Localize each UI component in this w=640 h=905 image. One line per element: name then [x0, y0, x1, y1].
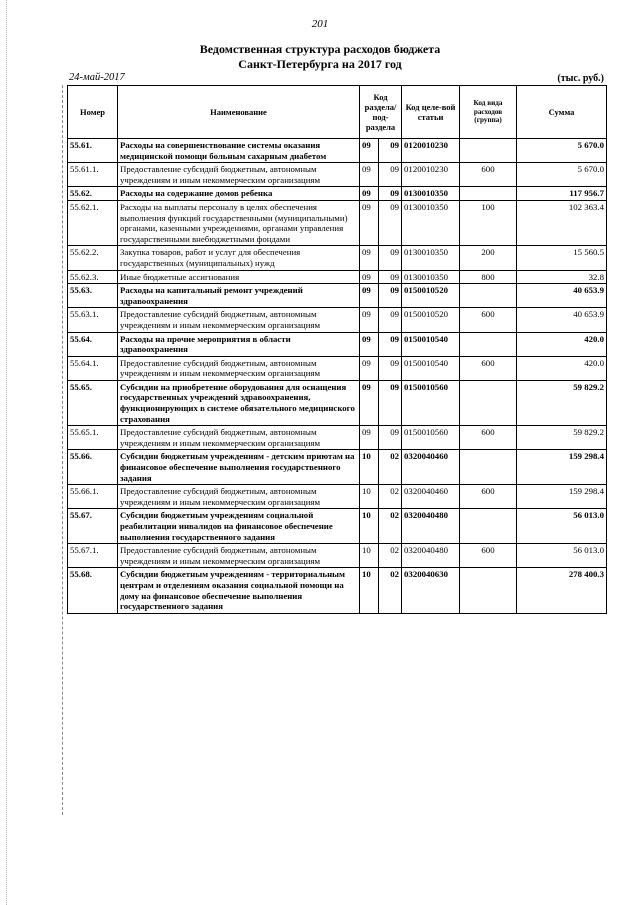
row-name-cell: Расходы на выплаты персоналу в целях обеспечения выполнения функций государственными (муниципальными) органами, казенными учреждениями, органами управления государственными внебюджетными фондами — [118, 200, 360, 245]
budget-table — [67, 85, 607, 614]
row-number-cell: 55.68. — [68, 568, 118, 613]
row-amount-cell: 5 670.0 — [517, 163, 607, 187]
row-subsection-code-cell: 02 — [379, 544, 402, 568]
row-section-code-cell: 09 — [360, 332, 379, 356]
row-target-code-cell: 0130010350 — [402, 187, 460, 201]
table-row — [68, 332, 607, 356]
row-expense-type-cell: 200 — [460, 246, 517, 270]
row-number-cell: 55.64.1. — [68, 356, 118, 380]
row-section-code-cell: 09 — [360, 308, 379, 332]
row-expense-type-cell — [460, 509, 517, 544]
table-row — [68, 308, 607, 332]
column-header-section-code: Код раздела/ под-раздела — [360, 86, 402, 139]
row-target-code-cell: 0150010540 — [402, 356, 460, 380]
page-title — [0, 42, 640, 72]
row-target-code-cell: 0150010540 — [402, 332, 460, 356]
row-amount-cell: 56 013.0 — [517, 544, 607, 568]
row-expense-type-cell: 600 — [460, 544, 517, 568]
row-name-cell: Предоставление субсидий бюджетным, автономным учреждениям и иным некоммерческим организациям — [118, 163, 360, 187]
row-expense-type-cell — [460, 332, 517, 356]
row-expense-type-cell — [460, 568, 517, 613]
row-number-cell: 55.63.1. — [68, 308, 118, 332]
row-expense-type-cell — [460, 187, 517, 201]
row-section-code-cell: 10 — [360, 485, 379, 509]
row-target-code-cell: 0130010350 — [402, 270, 460, 284]
row-number-cell: 55.63. — [68, 284, 118, 308]
row-expense-type-cell — [460, 284, 517, 308]
row-expense-type-cell — [460, 139, 517, 163]
row-subsection-code-cell: 09 — [379, 246, 402, 270]
row-section-code-cell: 10 — [360, 450, 379, 485]
row-amount-cell: 59 829.2 — [517, 426, 607, 450]
row-subsection-code-cell: 09 — [379, 187, 402, 201]
row-subsection-code-cell: 09 — [379, 270, 402, 284]
row-expense-type-cell: 800 — [460, 270, 517, 284]
row-subsection-code-cell: 02 — [379, 509, 402, 544]
row-section-code-cell: 09 — [360, 426, 379, 450]
row-subsection-code-cell: 09 — [379, 332, 402, 356]
row-section-code-cell: 09 — [360, 187, 379, 201]
row-section-code-cell: 09 — [360, 356, 379, 380]
title-line-2: Санкт-Петербурга на 2017 год — [238, 57, 402, 71]
row-subsection-code-cell: 09 — [379, 139, 402, 163]
row-name-cell: Закупка товаров, работ и услуг для обеспечения государственных (муниципальных) нужд — [118, 246, 360, 270]
row-section-code-cell: 09 — [360, 246, 379, 270]
row-section-code-cell: 10 — [360, 509, 379, 544]
row-number-cell: 55.61.1. — [68, 163, 118, 187]
row-amount-cell: 32.8 — [517, 270, 607, 284]
row-expense-type-cell: 100 — [460, 200, 517, 245]
column-header-target-code: Код целе-вой статьи — [402, 86, 460, 139]
row-subsection-code-cell: 09 — [379, 200, 402, 245]
row-target-code-cell: 0150010520 — [402, 308, 460, 332]
row-number-cell: 55.62.1. — [68, 200, 118, 245]
units-label: (тыс. руб.) — [557, 73, 604, 84]
row-target-code-cell: 0150010560 — [402, 426, 460, 450]
table-row — [68, 450, 607, 485]
row-subsection-code-cell: 09 — [379, 356, 402, 380]
table-row — [68, 568, 607, 613]
row-number-cell: 55.62.3. — [68, 270, 118, 284]
row-subsection-code-cell: 09 — [379, 308, 402, 332]
scan-margin-dots — [6, 0, 7, 905]
row-amount-cell: 15 560.5 — [517, 246, 607, 270]
row-subsection-code-cell: 02 — [379, 485, 402, 509]
row-subsection-code-cell: 09 — [379, 284, 402, 308]
row-amount-cell: 117 956.7 — [517, 187, 607, 201]
row-subsection-code-cell: 09 — [379, 380, 402, 425]
table-row — [68, 187, 607, 201]
row-number-cell: 55.62.2. — [68, 246, 118, 270]
row-number-cell: 55.62. — [68, 187, 118, 201]
row-expense-type-cell: 600 — [460, 308, 517, 332]
row-target-code-cell: 0320040480 — [402, 509, 460, 544]
row-section-code-cell: 09 — [360, 139, 379, 163]
row-name-cell: Предоставление субсидий бюджетным, автономным учреждениям и иным некоммерческим организациям — [118, 544, 360, 568]
row-amount-cell: 56 013.0 — [517, 509, 607, 544]
column-header-name: Наименование — [118, 86, 360, 139]
row-section-code-cell: 09 — [360, 270, 379, 284]
row-section-code-cell: 10 — [360, 568, 379, 613]
column-header-expense-type-code: Код вида расходов (группа) — [460, 86, 517, 139]
row-section-code-cell: 09 — [360, 200, 379, 245]
row-amount-cell: 5 670.0 — [517, 139, 607, 163]
row-amount-cell: 420.0 — [517, 356, 607, 380]
row-amount-cell: 40 653.9 — [517, 308, 607, 332]
table-row — [68, 139, 607, 163]
column-header-number: Номер — [68, 86, 118, 139]
row-number-cell: 55.65. — [68, 380, 118, 425]
row-number-cell: 55.66. — [68, 450, 118, 485]
document-date: 24-май-2017 — [69, 72, 125, 83]
row-name-cell: Расходы на капитальный ремонт учреждений здравоохранения — [118, 284, 360, 308]
title-line-1: Ведомственная структура расходов бюджета — [199, 42, 441, 56]
row-name-cell: Предоставление субсидий бюджетным, автономным учреждениям и иным некоммерческим организациям — [118, 356, 360, 380]
row-subsection-code-cell: 09 — [379, 426, 402, 450]
row-name-cell: Субсидии бюджетным учреждениям - территориальным центрам и отделениям оказания социальной помощи на дому на финансовое обеспечение выполнения государственного задания — [118, 568, 360, 613]
row-number-cell: 55.67. — [68, 509, 118, 544]
table-row — [68, 485, 607, 509]
row-amount-cell: 59 829.2 — [517, 380, 607, 425]
table-row — [68, 380, 607, 425]
row-target-code-cell: 0120010230 — [402, 163, 460, 187]
row-expense-type-cell — [460, 450, 517, 485]
row-name-cell: Предоставление субсидий бюджетным, автономным учреждениям и иным некоммерческим организациям — [118, 308, 360, 332]
table-row — [68, 509, 607, 544]
row-number-cell: 55.65.1. — [68, 426, 118, 450]
row-name-cell: Иные бюджетные ассигнования — [118, 270, 360, 284]
row-number-cell: 55.67.1. — [68, 544, 118, 568]
row-number-cell: 55.61. — [68, 139, 118, 163]
row-expense-type-cell: 600 — [460, 163, 517, 187]
row-name-cell: Субсидии бюджетным учреждениям социальной реабилитации инвалидов на финансовое обеспечение выполнения государственного задания — [118, 509, 360, 544]
row-target-code-cell: 0320040460 — [402, 450, 460, 485]
page-number: 201 — [311, 18, 329, 30]
row-target-code-cell: 0120010230 — [402, 139, 460, 163]
row-number-cell: 55.66.1. — [68, 485, 118, 509]
row-subsection-code-cell: 09 — [379, 163, 402, 187]
row-amount-cell: 420.0 — [517, 332, 607, 356]
row-section-code-cell: 09 — [360, 163, 379, 187]
row-target-code-cell: 0150010560 — [402, 380, 460, 425]
row-amount-cell: 40 653.9 — [517, 284, 607, 308]
row-expense-type-cell — [460, 380, 517, 425]
column-header-amount: Сумма — [517, 86, 607, 139]
table-header-row — [68, 86, 607, 139]
row-subsection-code-cell: 02 — [379, 568, 402, 613]
table-row — [68, 270, 607, 284]
row-target-code-cell: 0320040630 — [402, 568, 460, 613]
table-row — [68, 284, 607, 308]
row-amount-cell: 159 298.4 — [517, 450, 607, 485]
row-name-cell: Расходы на совершенствование системы оказания медицинской помощи больным сахарным диабетом — [118, 139, 360, 163]
row-amount-cell: 102 363.4 — [517, 200, 607, 245]
table-body — [68, 139, 607, 614]
row-section-code-cell: 10 — [360, 544, 379, 568]
row-name-cell: Предоставление субсидий бюджетным, автономным учреждениям и иным некоммерческим организациям — [118, 485, 360, 509]
row-target-code-cell: 0130010350 — [402, 246, 460, 270]
row-amount-cell: 159 298.4 — [517, 485, 607, 509]
table-row — [68, 356, 607, 380]
table-row — [68, 200, 607, 245]
row-name-cell: Предоставление субсидий бюджетным, автономным учреждениям и иным некоммерческим организациям — [118, 426, 360, 450]
table-row — [68, 544, 607, 568]
table-row — [68, 246, 607, 270]
row-target-code-cell: 0320040460 — [402, 485, 460, 509]
row-target-code-cell: 0130010350 — [402, 200, 460, 245]
row-subsection-code-cell: 02 — [379, 450, 402, 485]
row-name-cell: Расходы на прочие мероприятия в области здравоохранения — [118, 332, 360, 356]
row-number-cell: 55.64. — [68, 332, 118, 356]
row-name-cell: Расходы на содержание домов ребенка — [118, 187, 360, 201]
scan-edge-line — [62, 85, 63, 815]
row-section-code-cell: 09 — [360, 284, 379, 308]
row-expense-type-cell: 600 — [460, 485, 517, 509]
row-amount-cell: 278 400.3 — [517, 568, 607, 613]
table-row — [68, 426, 607, 450]
row-expense-type-cell: 600 — [460, 356, 517, 380]
row-expense-type-cell: 600 — [460, 426, 517, 450]
row-name-cell: Субсидии бюджетным учреждениям - детским приютам на финансовое обеспечение выполнения государственного задания — [118, 450, 360, 485]
table-row — [68, 163, 607, 187]
row-target-code-cell: 0320040480 — [402, 544, 460, 568]
row-section-code-cell: 09 — [360, 380, 379, 425]
row-target-code-cell: 0150010520 — [402, 284, 460, 308]
row-name-cell: Субсидии на приобретение оборудования для оснащения государственных учреждений здравоохранения, функционирующих в системе обязательного медицинского страхования — [118, 380, 360, 425]
